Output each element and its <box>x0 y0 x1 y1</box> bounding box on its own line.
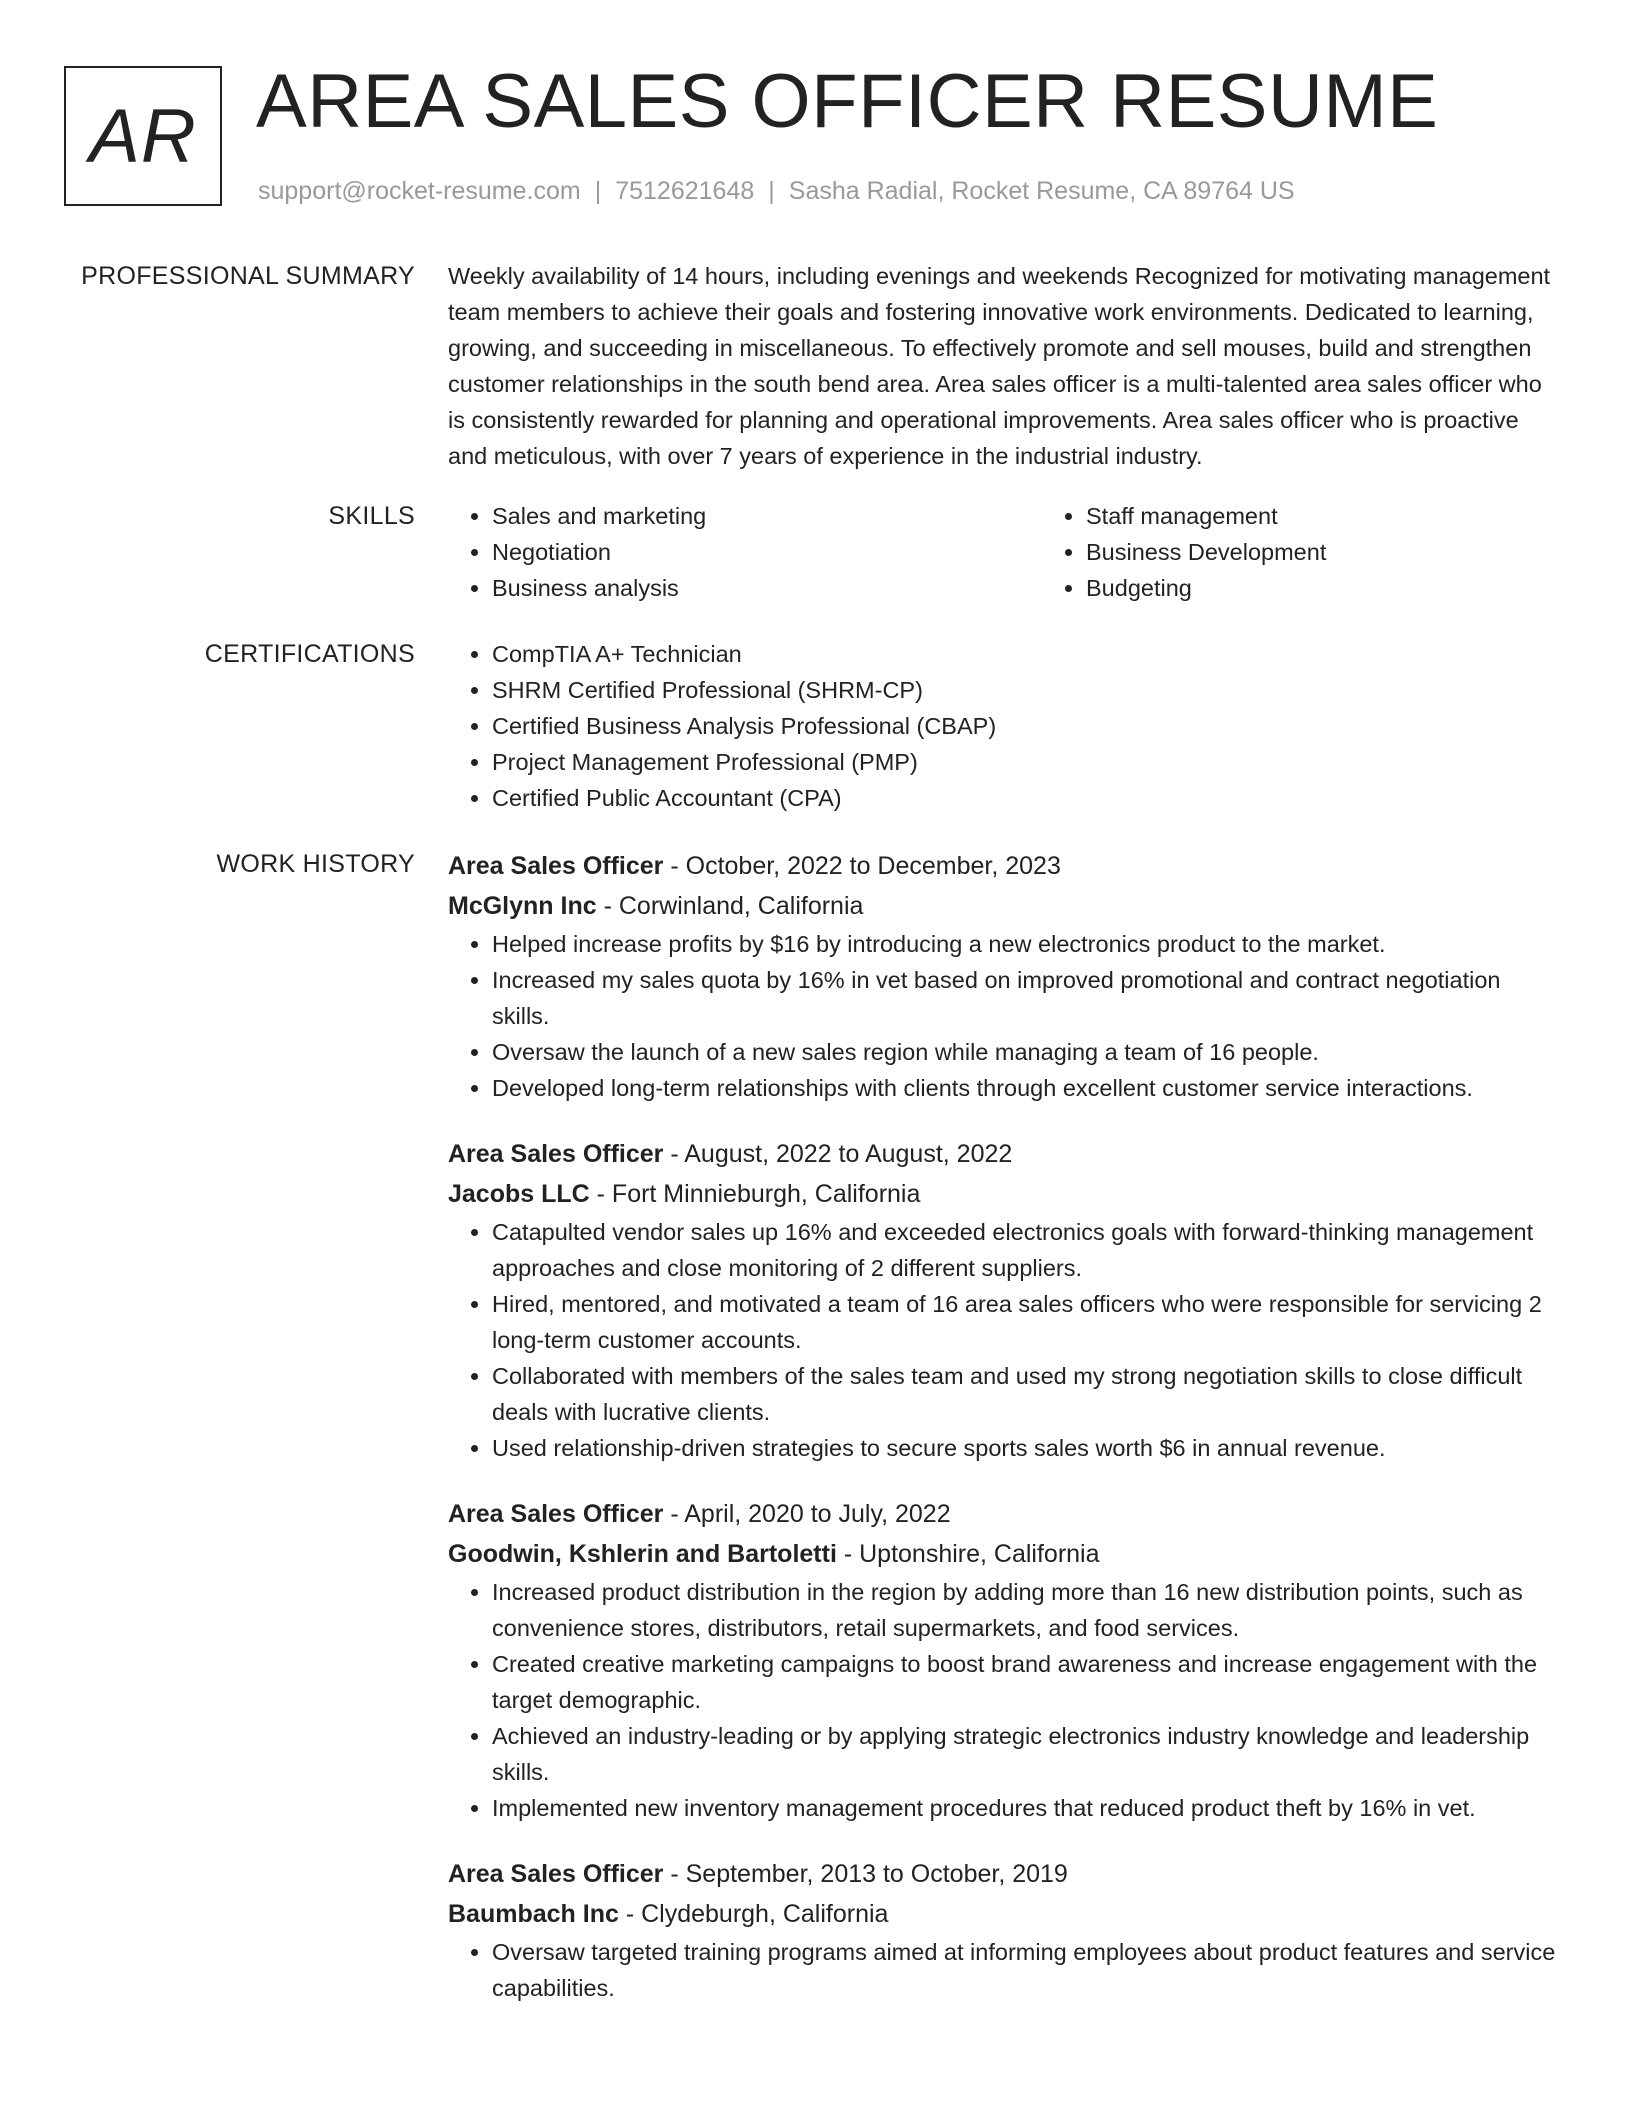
skills-section <box>0 498 1632 606</box>
job-bullet: • Increased product distribution in the region by adding more than 16 new distribution points, such as convenience stores, distributors, retail supermarkets, and food services. <box>492 1574 1560 1646</box>
skill-item: • Budgeting <box>1086 570 1632 606</box>
certifications-body <box>448 636 1560 816</box>
job-bullets <box>448 1934 1560 2006</box>
job-dates: - October, 2022 to December, 2023 <box>663 852 1061 880</box>
contact-separator: | <box>768 177 775 205</box>
section-label-certifications: CERTIFICATIONS <box>204 640 415 668</box>
summary-body <box>448 258 1560 474</box>
certifications-list <box>448 636 1560 816</box>
certification-item: • Project Management Professional (PMP) <box>492 744 1560 780</box>
job-title-line <box>448 846 1560 886</box>
job-company-line <box>448 886 1560 926</box>
certification-item: • Certified Business Analysis Professional (CBAP) <box>492 708 1560 744</box>
job-entry <box>448 1854 1560 2006</box>
job-bullets <box>448 926 1560 1106</box>
job-title-line <box>448 1854 1560 1894</box>
skills-column-1 <box>448 498 1042 606</box>
certifications-section <box>0 636 1632 816</box>
job-company-line <box>448 1534 1560 1574</box>
job-dates: - August, 2022 to August, 2022 <box>663 1140 1013 1168</box>
job-company: Goodwin, Kshlerin and Bartoletti <box>448 1540 837 1568</box>
job-company-line <box>448 1894 1560 1934</box>
skills-body <box>448 498 1560 606</box>
job-bullet: • Used relationship-driven strategies to secure sports sales worth $6 in annual revenue. <box>492 1430 1560 1466</box>
job-company-line <box>448 1174 1560 1214</box>
skill-item: • Business Development <box>1086 534 1632 570</box>
contact-line <box>258 174 1295 208</box>
job-bullet: • Catapulted vendor sales up 16% and exceeded electronics goals with forward-thinking management approaches and close monitoring of 2 different suppliers. <box>492 1214 1560 1286</box>
skill-item: • Negotiation <box>492 534 1042 570</box>
certification-item: • CompTIA A+ Technician <box>492 636 1560 672</box>
job-company: Baumbach Inc <box>448 1900 619 1928</box>
contact-separator: | <box>594 177 602 205</box>
certification-item: • Certified Public Accountant (CPA) <box>492 780 1560 816</box>
job-bullet: • Collaborated with members of the sales team and used my strong negotiation skills to close difficult deals with lucrative clients. <box>492 1358 1560 1430</box>
skill-item: • Sales and marketing <box>492 498 1042 534</box>
monogram-initials: AR <box>89 93 197 179</box>
resume-title: AREA SALES OFFICER RESUME <box>256 59 1439 144</box>
job-bullet: • Achieved an industry-leading or by applying strategic electronics industry knowledge and leadership skills. <box>492 1718 1560 1790</box>
job-entry <box>448 1134 1560 1466</box>
job-title: Area Sales Officer <box>448 852 664 880</box>
summary-section <box>0 258 1632 474</box>
section-label-work-history: WORK HISTORY <box>216 850 415 878</box>
job-location: - Uptonshire, California <box>836 1540 1100 1568</box>
contact-address: Sasha Radial, Rocket Resume, CA 89764 US <box>788 177 1295 205</box>
job-bullet: • Helped increase profits by $16 by introducing a new electronics product to the market. <box>492 926 1560 962</box>
job-bullets <box>448 1214 1560 1466</box>
job-bullet: • Implemented new inventory management procedures that reduced product theft by 16% in vet. <box>492 1790 1560 1826</box>
skill-item: • Staff management <box>1086 498 1632 534</box>
job-title: Area Sales Officer <box>448 1140 664 1168</box>
job-company: Jacobs LLC <box>448 1180 590 1208</box>
skill-item: • Business analysis <box>492 570 1042 606</box>
job-bullet: • Hired, mentored, and motivated a team of 16 area sales officers who were responsible for servicing 2 long-term customer accounts. <box>492 1286 1560 1358</box>
contact-email[interactable]: support@rocket-resume.com <box>258 177 581 205</box>
work-history-section <box>0 846 1632 2034</box>
job-location: - Fort Minnieburgh, California <box>589 1180 921 1208</box>
job-location: - Corwinland, California <box>596 892 864 920</box>
resume-content <box>0 258 1632 2058</box>
contact-phone[interactable]: 7512621648 <box>615 177 755 205</box>
job-entry <box>448 846 1560 1106</box>
work-history-body <box>448 846 1560 2034</box>
job-entry <box>448 1494 1560 1826</box>
job-bullets <box>448 1574 1560 1826</box>
job-location: - Clydeburgh, California <box>618 1900 889 1928</box>
certification-item: • SHRM Certified Professional (SHRM-CP) <box>492 672 1560 708</box>
job-bullet: • Oversaw targeted training programs aimed at informing employees about product features and service capabilities. <box>492 1934 1560 2006</box>
job-title-line <box>448 1494 1560 1534</box>
section-label-summary: PROFESSIONAL SUMMARY <box>81 262 415 290</box>
job-bullet: • Created creative marketing campaigns to boost brand awareness and increase engagement with the target demographic. <box>492 1646 1560 1718</box>
section-label-skills: SKILLS <box>328 502 415 530</box>
monogram-box <box>64 66 222 206</box>
job-dates: - September, 2013 to October, 2019 <box>663 1860 1068 1888</box>
job-bullet: • Increased my sales quota by 16% in vet based on improved promotional and contract negotiation skills. <box>492 962 1560 1034</box>
job-title: Area Sales Officer <box>448 1500 664 1528</box>
job-dates: - April, 2020 to July, 2022 <box>663 1500 951 1528</box>
skills-column-2 <box>1042 498 1632 606</box>
summary-text: Weekly availability of 14 hours, including evenings and weekends Recognized for motivating management team members to achieve their goals and fostering innovative work environments. Dedicated to learning, growing, and succeeding in miscellaneous. To effectively promote and sell mouses, build and strengthen customer relationships in the south bend area. Area sales officer is a multi-talented area sales officer who is consistently rewarded for planning and operational improvements. Area sales officer who is proactive and meticulous, with over 7 years of experience in the industrial industry. <box>448 263 1551 469</box>
job-bullet: • Oversaw the launch of a new sales region while managing a team of 16 people. <box>492 1034 1560 1070</box>
job-title-line <box>448 1134 1560 1174</box>
job-company: McGlynn Inc <box>448 892 597 920</box>
job-title: Area Sales Officer <box>448 1860 664 1888</box>
job-bullet: • Developed long-term relationships with clients through excellent customer service interactions. <box>492 1070 1560 1106</box>
